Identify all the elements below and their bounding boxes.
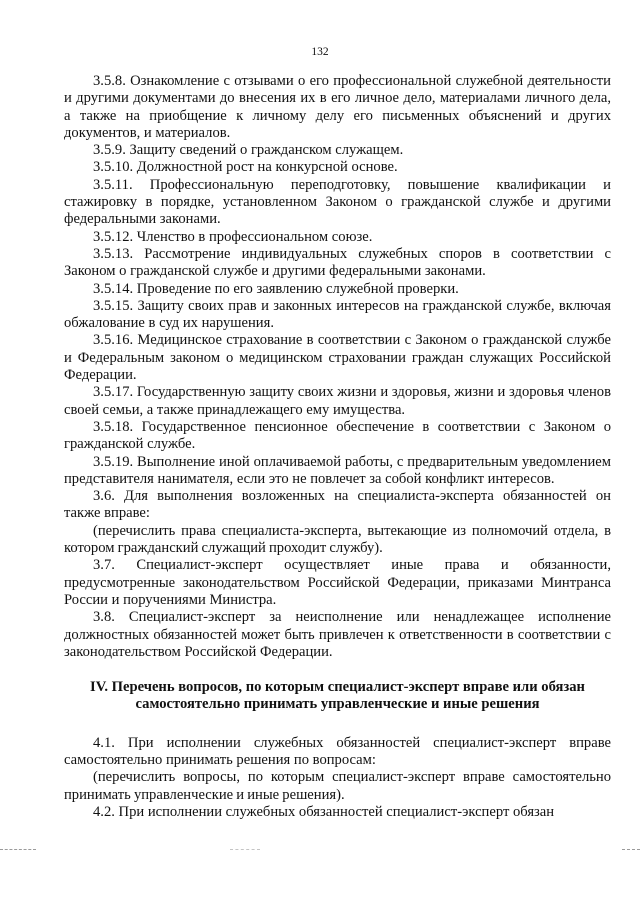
paragraph-3-5-13: 3.5.13. Рассмотрение индивидуальных служебных споров в соответствии с Законом о гражданской службе и другими федеральными законами. — [64, 245, 611, 280]
paragraph-3-5-18: 3.5.18. Государственное пенсионное обеспечение в соответствии с Законом о гражданской службе. — [64, 418, 611, 453]
scan-edge-mark-left — [0, 849, 36, 851]
paragraph-3-5-14: 3.5.14. Проведение по его заявлению служебной проверки. — [93, 280, 459, 297]
paragraph-3-7: 3.7. Специалист-эксперт осуществляет иные права и обязанности, предусмотренные законодательством Российской Федерации, приказами Минтранса России и поручениями Министра. — [64, 557, 611, 608]
paragraph-3-5-19: 3.5.19. Выполнение иной оплачиваемой работы, с предварительным уведомлением представителя нанимателя, если это не повлечет за собой конфликт интересов. — [64, 453, 611, 487]
paragraph-4-1-note: (перечислить вопросы, по которым специалист-эксперт вправе самостоятельно принимать управленческие и иные решения). — [64, 769, 611, 803]
page-number: 132 — [311, 46, 329, 58]
paragraph-3-8: 3.8. Специалист-эксперт за неисполнение или ненадлежащее исполнение должностных обязанностей может быть привлечен к ответственности в соответствии с законодательством Российской Федерации. — [64, 609, 611, 660]
paragraph-3-6-note: (перечислить права специалиста-эксперта, вытекающие из полномочий отдела, в котором гражданский служащий проходит службу). — [64, 522, 611, 557]
paragraph-3-5-11: 3.5.11. Профессиональную переподготовку, повышение квалификации и стажировку в порядке, установленном Законом о гражданской службе и другими федеральными законами. — [64, 176, 611, 228]
paragraph-3-5-8: 3.5.8. Ознакомление с отзывами о его профессиональной служебной деятельности и другими документами до внесения их в его личное дело, материалами личного дела, а также на приобщение к личному делу его письменных объяснений и других документов, и материалов. — [64, 73, 611, 141]
paragraph-3-5-16: 3.5.16. Медицинское страхование в соответствии с Законом о гражданской службе и Федеральным законом о медицинском страховании граждан служащих Российской Федерации. — [64, 332, 611, 384]
paragraph-3-5-10: 3.5.10. Должностной рост на конкурсной основе. — [93, 159, 398, 176]
paragraph-3-5-17: 3.5.17. Государственную защиту своих жизни и здоровья, жизни и здоровья членов своей семьи, а также принадлежащего ему имущества. — [64, 384, 611, 418]
section-heading: IV. Перечень вопросов, по которым специалист-эксперт вправе или обязан самостоятельно принимать управленческие и иные решения — [90, 679, 585, 713]
paragraph-3-5-9: 3.5.9. Защиту сведений о гражданском служащем. — [93, 142, 404, 159]
paragraph-4-1: 4.1. При исполнении служебных обязанностей специалист-эксперт вправе самостоятельно принимать решения по вопросам: — [64, 734, 611, 768]
paragraph-4-2: 4.2. При исполнении служебных обязанностей специалист-эксперт обязан — [93, 803, 555, 820]
paragraph-3-5-12: 3.5.12. Членство в профессиональном союзе. — [93, 228, 373, 245]
document-body — [64, 73, 611, 821]
paragraph-3-6: 3.6. Для выполнения возложенных на специалиста-эксперта обязанностей он также вправе: — [64, 488, 611, 522]
scan-edge-mark-right — [622, 849, 640, 851]
scan-edge-mark-middle — [230, 849, 260, 851]
paragraph-3-5-15: 3.5.15. Защиту своих прав и законных интересов на гражданской службе, включая обжалование в суд их нарушения. — [64, 297, 611, 332]
